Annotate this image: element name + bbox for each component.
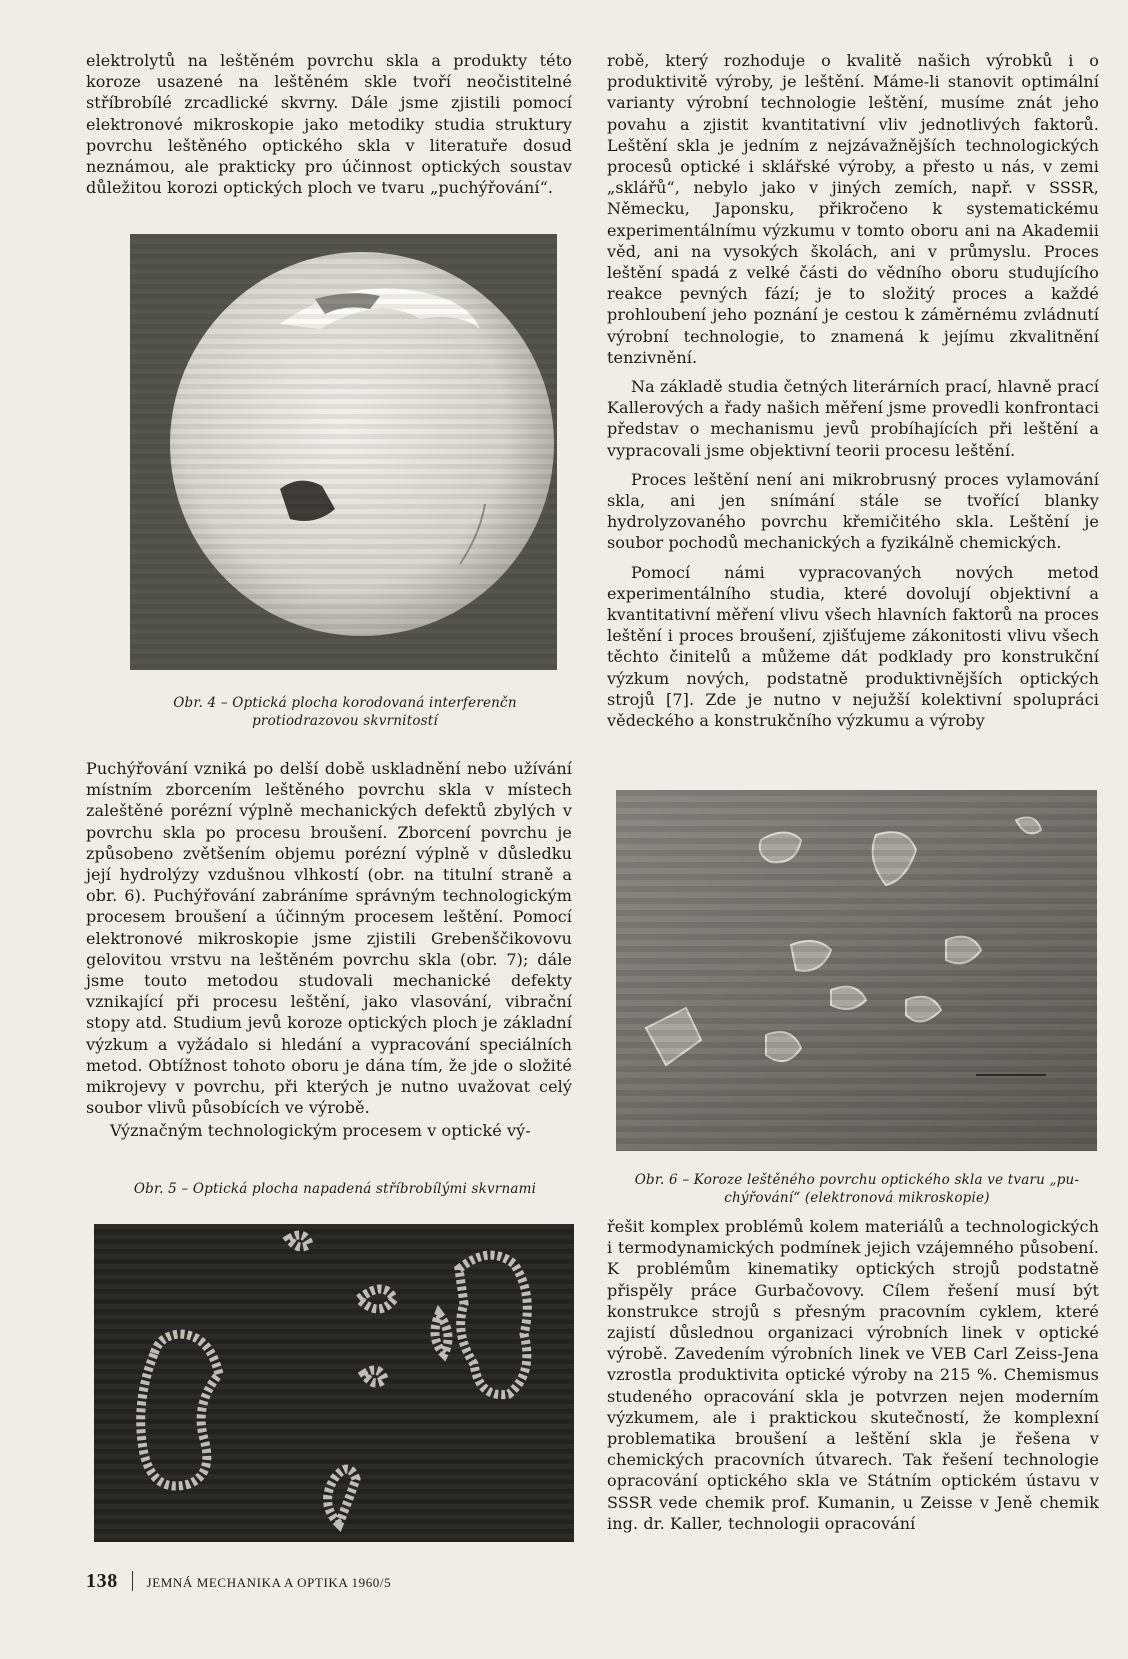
figure-6-caption-line1: Obr. 6 – Koroze leštěného povrchu optického skla ve tvaru „pu-: [634, 1172, 1080, 1188]
left-paragraph-mid: Puchýřování vzniká po delší době uskladnění nebo užívání místním zborcením leštěného povrchu skla v místech zaleštěné porézní výplně mechanických defektů zbylých v povrchu skla po procesu broušení. Zborcení povrchu je způsobeno zvětšením objemu porézní výplně v důsledku její hydrolýzy vzdušnou vlhkostí (obr. na titulní straně a obr. 6). Puchýřování zabráníme správným technologickým procesem broušení a účinným procesem leštění. Pomocí elektronové mikroskopie jsme zjistili Grebenščikovovu gelovitou vrstvu na leštěném povrchu skla (obr. 7); dále jsme touto metodou studovali mechanické defekty vznikající při procesu leštění, jako vlasování, vibrační stopy atd. Studium jevů koroze optických ploch je základní výzkum a vyžádalo si hledání a vypracování speciálních metod. Obtížnost tohoto oboru je dána tím, že jde o složité mikrojevy v povrchu, při kterých je nutno uvažovat celý soubor vlivů působících ve výrobě.: [86, 759, 572, 1118]
footer-divider: [132, 1571, 133, 1591]
page-number: 138: [86, 1570, 118, 1592]
right-column-lower: [607, 1216, 1099, 1534]
figure-6-caption-line2: chýřování“ (elektronová mikroskopie): [724, 1190, 990, 1206]
right-paragraph-3: Proces leštění není ani mikrobrusný proces vylamování skla, ani jen snímání stále se tvořící blanky hydrolyzovaného povrchu křemičitého skla. Leštění je soubor pochodů mechanických a fyzikálně chemických.: [607, 469, 1099, 553]
figure-6-photo: [616, 790, 1097, 1151]
figure-6-caption: [606, 1171, 1108, 1207]
figure-4-caption-line2: protiodrazovou skvrnitostí: [252, 713, 438, 729]
right-paragraph-5: řešit komplex problémů kolem materiálů a technologických i termodynamických podmínek jejich vzájemného působení. K problémům kinematiky optických strojů podstatně přispěly práce Gurbačovovy. Cílem řešení musí být konstrukce strojů s přesným pracovním cyklem, které zajistí důslednou organizaci výrobních linek v optické výrobě. Zavedením výrobních linek ve VEB Carl Zeiss-Jena vzrostla produktivita optické výroby na 215 %. Chemismus studeného opracování skla je potvrzen nejen moderním výzkumem, ale i praktickou skutečností, že komplexní problematika broušení a leštění skla je řešena v chemických pracovních útvarech. Tak řešení technologie opracování optického skla ve Státním optickém ústavu v SSSR vede chemik prof. Kumanin, u Zeisse v Jeně chemik ing. dr. Kaller, technologii opracování: [607, 1217, 1099, 1533]
left-column-lower: [86, 758, 572, 1142]
right-column: [607, 50, 1099, 731]
figure-5-photo: [94, 1224, 574, 1542]
right-paragraph-2: Na základě studia četných literárních prací, hlavně prací Kallerových a řady našich měření jsme provedli konfrontaci představ o mechanismu jevů probíhajících při leštění a vypracovali jsme objektivní teorii procesu leštění.: [607, 377, 1099, 460]
figure-5-caption: Obr. 5 – Optická plocha napadená stříbrobílými skvrnami: [133, 1181, 537, 1197]
left-paragraph-end: Význačným technologickým procesem v optické vý-: [110, 1121, 531, 1141]
page-footer: [86, 1570, 391, 1593]
left-paragraph-top: elektrolytů na leštěném povrchu skla a produkty této koroze usazené na leštěném skle tvoří neočistitelné stříbrobílé zrcadlické skvrny. Dále jsme zjistili pomocí elektronové mikroskopie jako metodiky studia struktury povrchu leštěného optického skla v literatuře dosud neznámou, ale prakticky pro účinnost optických soustav důležitou korozi optických ploch ve tvaru „puchýřování“.: [86, 51, 572, 198]
right-paragraph-4: Pomocí námi vypracovaných nových metod experimentálního studia, které dovolují objektivní a kvantitativní měření vlivu všech hlavních faktorů na proces leštění i proces broušení, zjišťujeme zákonitosti vlivu všech těchto činitelů a můžeme dát podklady pro konstrukční výzkum nových, podstatně produktivnějších optických strojů [7]. Zde je nutno v nejužší kolektivní spolupráci vědeckého a konstrukčního výzkumu a výroby: [607, 562, 1099, 731]
figure-4-caption: [110, 694, 580, 730]
left-column: [86, 50, 572, 198]
figure-4-caption-line1: Obr. 4 – Optická plocha korodovaná interferenčn: [173, 695, 517, 711]
journal-title: JEMNÁ MECHANIKA A OPTIKA 1960/5: [146, 1575, 392, 1590]
figure-4-photo: [130, 234, 557, 670]
right-paragraph-1: robě, který rozhoduje o kvalitě našich výrobků i o produktivitě výroby, je leštění. Máme-li stanovit optimální varianty výrobní technologie leštění, musíme znát jeho povahu a zjistit kvantitativní vliv jednotlivých faktorů. Leštění skla je jedním z nejzávažnějších technologických procesů optické i sklářské výroby, a přesto u nás, v zemi „sklářů“, nebylo jako v jiných zemích, např. v SSSR, Německu, Japonsku, přikročeno k systematickému experimentálnímu výzkumu v tomto oboru ani na Akademii věd, ani na vysokých školách, ani v průmyslu. Proces leštění spadá z velké části do vědního oboru studujícího reakce pevných fází; je to složitý proces a každé prohloubení jeho poznání je cestou k záměrnému zvládnutí výrobní technologie, to znamená k jejímu zkvalitnění tenzivnění.: [607, 51, 1099, 367]
